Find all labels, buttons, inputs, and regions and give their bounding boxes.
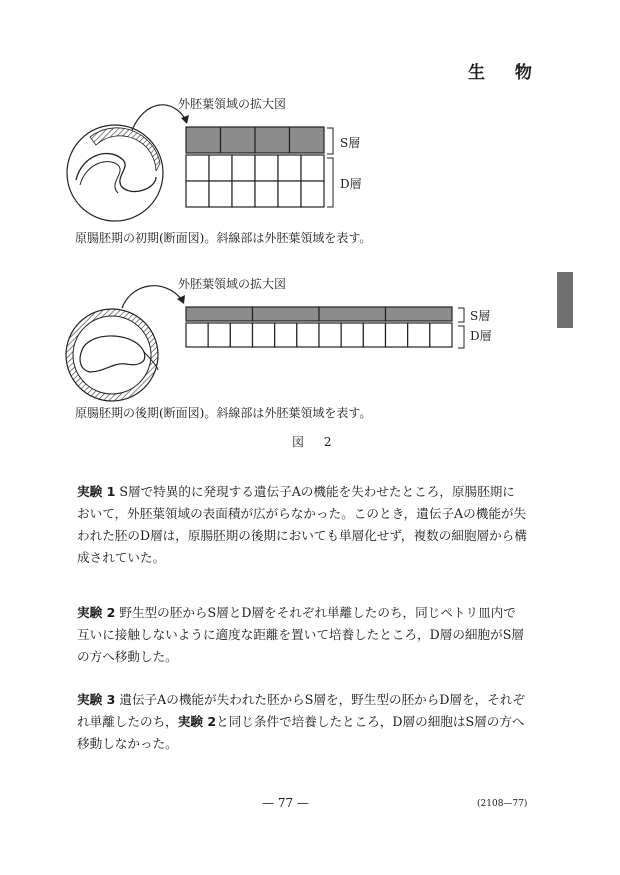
experiment-2 xyxy=(77,602,527,668)
late-layer-brackets xyxy=(456,306,470,350)
s-layer-cell xyxy=(290,127,325,153)
archenteron-curve xyxy=(76,154,156,192)
d-layer-cell xyxy=(186,181,209,207)
early-cell-layers xyxy=(185,126,335,208)
late-cell-layers xyxy=(185,306,457,352)
s-layer-cell xyxy=(186,127,221,153)
experiment-3-body-part1: 遺伝子Aの機能が失われた胚からS層を，野生型の胚からD層を，それぞれ単離したのち， xyxy=(77,692,525,729)
d-layer-cell xyxy=(278,155,301,181)
experiment-1-body: S層で特異的に発現する遺伝子Aの機能を失わせたところ，原腸胚期において，外胚葉領域の表面積が広がらなかった。このとき，遺伝子Aの機能が失われた胚のD層は，原腸胚期の後期においても単層化せず，複数の細胞層から構成されていた。 xyxy=(77,484,527,565)
experiment-2-heading: 実験 2 xyxy=(77,605,116,620)
early-s-layer-label: S層 xyxy=(340,136,361,150)
experiment-2-body: 野生型の胚からS層とD層をそれぞれ単離したのち，同じペトリ皿内で互いに接触しないように適度な距離を置いて培養したところ，D層の細胞がS層の方へ移動した。 xyxy=(77,605,524,664)
d-layer-cell xyxy=(319,323,341,347)
s-layer-cell xyxy=(186,307,253,321)
early-d-layer-label: D層 xyxy=(340,177,362,191)
early-caption: 原腸胚期の初期(断面図)。斜線部は外胚葉領域を表す。 xyxy=(75,231,372,245)
d-layer-cell xyxy=(275,323,297,347)
late-caption: 原腸胚期の後期(断面図)。斜線部は外胚葉領域を表す。 xyxy=(75,406,372,420)
d-layer-cell xyxy=(253,323,275,347)
d-layer-cell xyxy=(430,323,452,347)
exam-code: (2108—77) xyxy=(477,799,528,809)
late-d-layer-label: D層 xyxy=(470,329,492,343)
d-layer-cell xyxy=(301,155,324,181)
d-layer-cell xyxy=(386,323,408,347)
late-zoom-label: 外胚葉領域の拡大図 xyxy=(178,277,287,291)
d-layer-cell xyxy=(209,181,232,207)
experiment-1 xyxy=(77,481,527,569)
d-layer-cell xyxy=(408,323,430,347)
d-layer-cell xyxy=(255,155,278,181)
s-layer-cell xyxy=(386,307,453,321)
d-layer-cell xyxy=(230,323,252,347)
s-layer-cell xyxy=(319,307,386,321)
s-layer-cell xyxy=(253,307,320,321)
experiment-3-body-part2: と同じ条件で培養したところ，D層の細胞はS層の方へ移動しなかった。 xyxy=(77,714,525,751)
d-layer-cell xyxy=(208,323,230,347)
experiment-1-heading: 実験 1 xyxy=(77,484,116,499)
experiment-3 xyxy=(77,689,527,755)
early-layer-brackets xyxy=(325,126,339,210)
late-s-layer-label: S層 xyxy=(470,309,491,323)
page-number: — 77 — xyxy=(262,796,309,810)
s-layer-cell xyxy=(221,127,256,153)
d-layer-cell xyxy=(209,155,232,181)
early-zoom-label: 外胚葉領域の拡大図 xyxy=(178,97,287,111)
subject-title: 生 物 xyxy=(468,63,544,83)
d-layer-cell xyxy=(363,323,385,347)
figure-title: 図 2 xyxy=(292,435,340,449)
s-layer-cell xyxy=(255,127,290,153)
d-layer-cell xyxy=(186,155,209,181)
embryo-outline xyxy=(67,125,163,221)
d-layer-cell xyxy=(297,323,319,347)
d-layer-cell xyxy=(186,323,208,347)
d-layer-cell xyxy=(301,181,324,207)
d-layer-cell xyxy=(278,181,301,207)
zoom-arrow xyxy=(122,286,182,308)
d-layer-cell xyxy=(232,181,255,207)
experiment-3-reference: 実験 2 xyxy=(177,714,217,729)
d-layer-cell xyxy=(232,155,255,181)
d-layer-cell xyxy=(255,181,278,207)
d-layer-cell xyxy=(341,323,363,347)
experiment-3-heading: 実験 3 xyxy=(77,692,116,707)
section-tab-marker xyxy=(557,272,573,328)
